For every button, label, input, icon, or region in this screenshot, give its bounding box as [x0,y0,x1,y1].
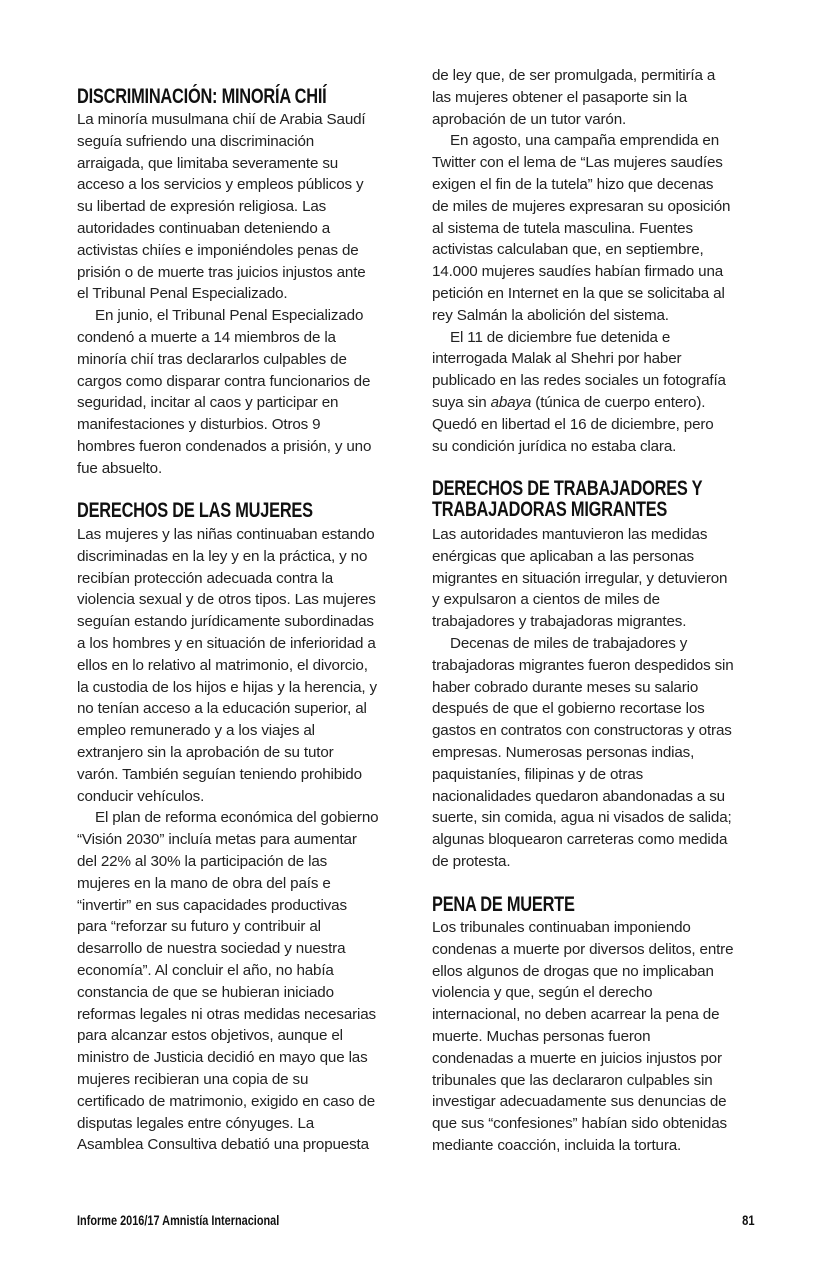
text-line: de miles de mujeres expresaran su oposición [432,197,731,215]
text-line: enérgicas que aplicaban a las personas [432,547,694,565]
text-line: para “reforzar su futuro y contribuir al [77,918,321,936]
text-line: haber cobrado durante meses su salario [432,678,699,696]
section-body-derechos-mujeres [77,524,417,1156]
text-line: Twitter con el lema de “Las mujeres saudíes [432,154,723,172]
text-line: del 22% al 30% la participación de las [77,852,328,870]
text-line: hombres fueron condenados a prisión, y uno [77,437,372,455]
text-line: condenó a muerte a 14 miembros de la [77,328,336,346]
text-line: Las mujeres y las niñas continuaban estando [77,526,375,543]
text-line: muerte. Muchas personas fueron [432,1027,651,1045]
italic-term-abaya: abaya [490,393,532,411]
text-line: extranjero sin la aprobación de su tutor [77,743,334,761]
text-line: algunas bloquearon carreteras como medida [432,831,728,849]
text-line: certificado de matrimonio, exigido en caso de [77,1092,376,1110]
text-line: prisión o de muerte tras juicios injustos ante [77,263,366,281]
text-line: el Tribunal Penal Especializado. [77,285,288,303]
text-line: internacional, no deben acarrear la pena de [432,1006,720,1024]
text-line: reformas legales ni otras medidas necesarias [77,1005,376,1023]
text-line: mujeres recibieran una copia de su [77,1070,309,1088]
text-line: la custodia de los hijos e hijas y la herencia, y [77,678,377,696]
paragraph [77,109,417,305]
text-line: su libertad de expresión religiosa. Las [77,198,327,216]
section-heading-trabajadores-migrantes [432,478,779,520]
text-line: empresas. Numerosas personas indias, [432,743,695,761]
paragraph [77,807,417,1156]
text-line: seguridad, incitar al caos y participar en [77,394,339,412]
text-line: disputas legales entre cónyuges. La [77,1114,315,1132]
text-line: empleo remunerado y a los viajes al [77,722,315,740]
text-line: violencia sexual y de otros tipos. Las mujeres [77,591,376,609]
text-line: después de que el gobierno recortase los [432,700,705,718]
text-line: discriminadas en la ley y en la práctica, y no [77,547,368,565]
page-number: 81 [742,1212,755,1228]
text-line: autoridades continuaban deteniendo a [77,219,331,237]
text-line: constancia de que se hubieran iniciado [77,983,334,1001]
text-line: de protesta. [432,852,511,870]
text-line: En agosto, una campaña emprendida en [450,132,720,150]
text-line: recibían protección adecuada contra la [77,569,334,587]
text-line [432,392,772,414]
text-line: no tenían acceso a la educación superior, al [77,700,367,718]
publication-title: Informe 2016/17 Amnistía Internacional [77,1212,280,1228]
text-line: publicado en las redes sociales un fotografía [432,372,726,390]
text-line: condenadas a muerte en juicios injustos por [432,1049,722,1067]
text-segment: suya sin [432,393,491,411]
text-line: tribunales que las declararon culpables sin [432,1071,713,1089]
text-line: En junio, el Tribunal Penal Especializado [95,307,364,325]
text-line: ellos algunos de drogas que no implicaban [432,962,714,980]
text-line: fue absuelto. [77,459,163,477]
text-line: trabajadores y trabajadoras migrantes. [432,613,687,631]
text-line: investigar adecuadamente sus denuncias de [432,1093,727,1111]
section-heading-pena-de-muerte: PENA DE MUERTE [432,893,575,916]
text-line: mediante coacción, incluida la tortura. [432,1136,682,1154]
text-line: ellos en lo relativo al matrimonio, el divorcio, [77,656,368,674]
page-footer [77,1212,755,1230]
text-line: minoría chií tras declararlos culpables de [77,350,347,368]
text-line: que sus “confesiones” habían sido obtenidas [432,1115,727,1133]
text-line: economía”. Al concluir el año, no había [77,961,334,979]
paragraph [432,633,772,873]
paragraph [432,917,772,1157]
text-line: mujeres en la mano de obra del país e [77,874,331,892]
section-heading-minoria-chii: DISCRIMINACIÓN: MINORÍA CHIÍ [77,85,327,108]
section-body-trabajadores-migrantes [432,524,772,873]
text-line: La minoría musulmana chií de Arabia Saudí [77,111,366,128]
text-line: manifestaciones y disturbios. Otros 9 [77,416,321,434]
text-line: activistas calculaban que, en septiembre, [432,241,704,259]
text-line: rey Salmán la abolición del sistema. [432,306,669,324]
text-line: interrogada Malak al Shehri por haber [432,350,682,368]
paragraph [432,327,772,458]
text-line: de ley que, de ser promulgada, permitiría a [432,67,716,84]
text-line: ministro de Justicia decidió en mayo que las [77,1049,368,1067]
paragraph [432,130,772,326]
text-line: Decenas de miles de trabajadores y [450,634,688,652]
text-line: acceso a los servicios y empleos públicos y [77,176,364,194]
paragraph [77,305,417,479]
text-segment: (túnica de cuerpo entero). [531,393,706,411]
text-line: El 11 de diciembre fue detenida e [450,328,671,346]
text-line: nacionalidades quedaron abandonadas a su [432,787,725,805]
text-line: conducir vehículos. [77,787,205,805]
heading-line: TRABAJADORAS MIGRANTES [432,498,668,521]
text-line: las mujeres obtener el pasaporte sin la [432,88,688,106]
section-heading-derechos-mujeres: DERECHOS DE LAS MUJERES [77,499,313,522]
text-line: “invertir” en sus capacidades productivas [77,896,347,914]
text-line: Quedó en libertad el 16 de diciembre, pero [432,415,714,433]
text-line: y expulsaron a cientos de miles de [432,591,660,609]
text-line: varón. También seguían teniendo prohibido [77,765,362,783]
text-line: petición en Internet en la que se solicitaba al [432,284,725,302]
text-line: a los hombres y en situación de inferioridad a [77,634,376,652]
text-line: Los tribunales continuaban imponiendo [432,919,691,936]
section-body-minoria-chii [77,109,417,480]
text-line: aprobación de un tutor varón. [432,110,627,128]
text-line: su condición jurídica no estaba clara. [432,437,677,455]
text-line: suerte, sin comida, agua ni visados de salida; [432,809,732,827]
text-line: migrantes en situación irregular, y detuvieron [432,569,728,587]
section-body-pena-de-muerte [432,917,772,1157]
text-line: 14.000 mujeres saudíes habían firmado una [432,263,724,281]
text-line: Asamblea Consultiva debatió una propuesta [77,1136,369,1154]
text-line: El plan de reforma económica del gobierno [95,809,379,827]
text-line: activistas chiíes e imponiéndoles penas de [77,241,359,259]
text-line: exigen el fin de la tutela” hizo que decenas [432,175,714,193]
text-line: arraigada, que limitaba severamente su [77,154,339,172]
text-line: gastos en contratos con constructoras y otras [432,722,732,740]
text-line: Las autoridades mantuvieron las medidas [432,526,708,543]
paragraph [432,65,772,130]
text-line: desarrollo de nuestra sociedad y nuestra [77,940,346,958]
text-line: “Visión 2030” incluía metas para aumentar [77,831,357,849]
text-line: al sistema de tutela masculina. Fuentes [432,219,693,237]
text-line: condenas a muerte por diversos delitos, entre [432,940,734,958]
text-line: cargos como disparar contra funcionarios de [77,372,371,390]
heading-line: DERECHOS DE TRABAJADORES Y [432,477,703,500]
text-line: seguían estando jurídicamente subordinadas [77,613,374,631]
section-body-continuation [432,65,772,457]
paragraph [77,524,417,807]
text-line: para alcanzar estos objetivos, aunque el [77,1027,343,1045]
text-line: violencia y que, según el derecho [432,984,653,1002]
text-line: seguía sufriendo una discriminación [77,132,315,150]
paragraph [432,524,772,633]
text-line: paquistaníes, filipinas y de otras [432,765,644,783]
text-line: trabajadoras migrantes fueron despedidos sin [432,656,734,674]
